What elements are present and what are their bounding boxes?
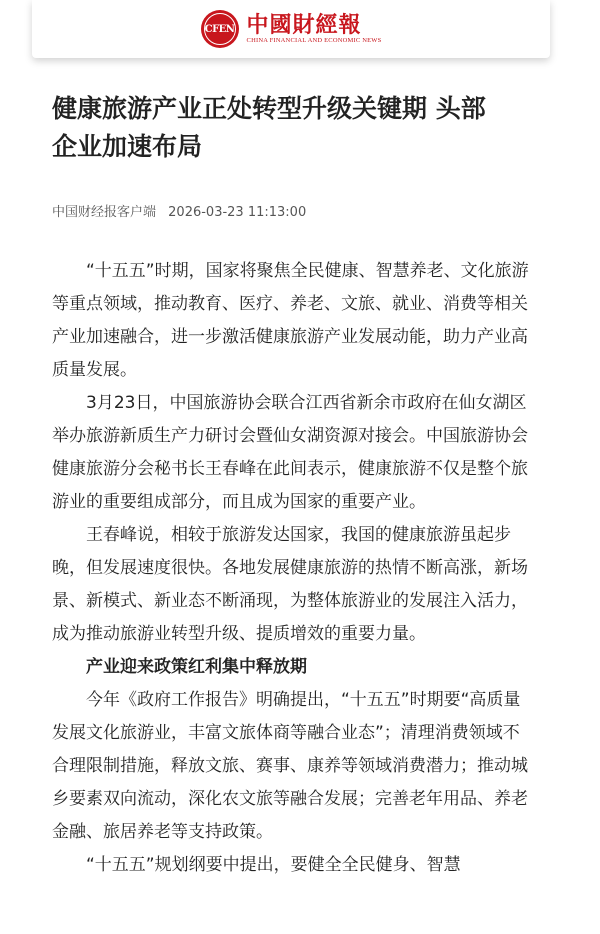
site-logo[interactable] <box>201 10 382 48</box>
section-subheading: 产业迎来政策红利集中释放期 <box>86 657 307 677</box>
article-paragraph: “十五五”规划纲要中提出，要健全全民健身、智慧 <box>86 855 461 875</box>
article-datetime: 2026-03-23 11:13:00 <box>168 205 307 220</box>
logo-english-name: CHINA FINANCIAL AND ECONOMIC NEWS <box>246 37 382 44</box>
article-title: 健康旅游产业正处转型升级关键期 头部企业加速布局 <box>52 94 486 161</box>
logo-chinese-name: 中國財經報 <box>246 12 362 38</box>
article-paragraph: 今年《政府工作报告》明确提出，“十五五”时期要“高质量发展文化旅游业，丰富文旅体商等融合业态”；清理消费领域不合理限制措施，释放文旅、赛事、康养等领域消费潜力；推动城乡要素双向流动，深化农文旅等融合发展；完善老年用品、养老金融、旅居养老等支持政策。 <box>52 690 528 842</box>
article-paragraph: “十五五”时期，国家将聚焦全民健康、智慧养老、文化旅游等重点领域，推动教育、医疗、养老、文旅、就业、消费等相关产业加速融合，进一步激活健康旅游产业发展动能，助力产业高质量发展。 <box>52 261 529 380</box>
logo-wordmark <box>247 13 382 45</box>
article-paragraph: 3月23日，中国旅游协会联合江西省新余市政府在仙女湖区举办旅游新质生产力研讨会暨仙女湖资源对接会。中国旅游协会健康旅游分会秘书长王春峰在此间表示，健康旅游不仅是整个旅游业的重要组成部分，而且成为国家的重要产业。 <box>52 393 528 512</box>
site-header <box>32 0 550 58</box>
article-body <box>52 255 534 882</box>
logo-emblem-icon <box>201 10 239 48</box>
article-meta <box>52 204 306 222</box>
logo-abbr: CFEN <box>204 23 235 35</box>
article-source: 中国财经报客户端 <box>52 205 157 220</box>
article-paragraph: 王春峰说，相较于旅游发达国家，我国的健康旅游虽起步晚，但发展速度很快。各地发展健康旅游的热情不断高涨，新场景、新模式、新业态不断涌现，为整体旅游业的发展注入活力，成为推动旅游业转型升级、提质增效的重要力量。 <box>52 525 528 644</box>
